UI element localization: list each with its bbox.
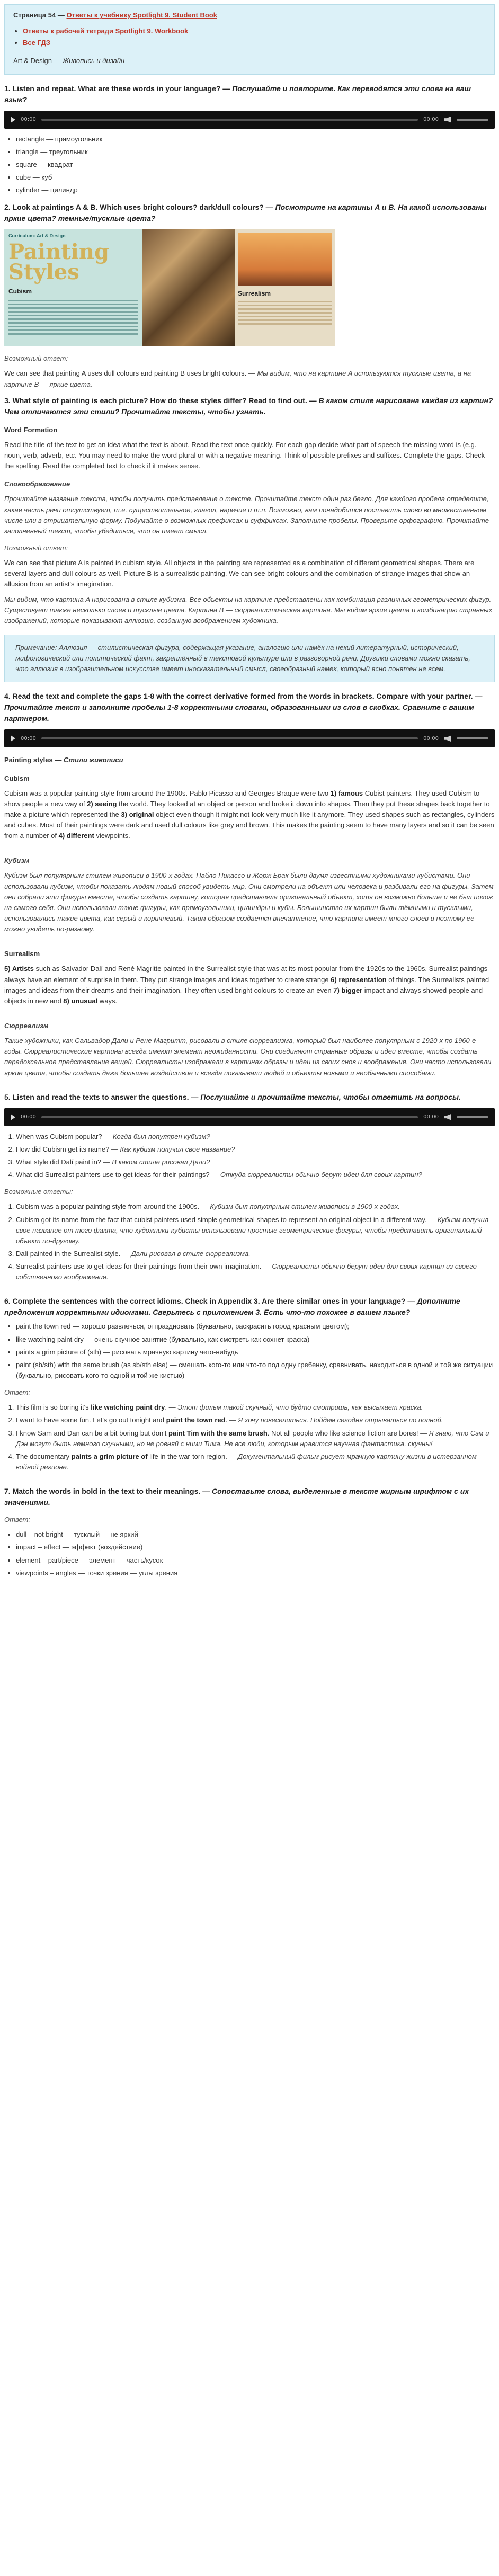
list-item: • viewpoints – angles — точки зрения — углы зрения: [16, 1568, 495, 1579]
surrealism-text: 5) Artists such as Salvador Dalí and René Magritte painted in the Surrealist style that was at its most popular from the 1920s to the 1960s. Surrealist paintings always have an element of surprise in them. They put strange images and ideas together to create strange 6) representation of things. The Surrealists painted images and ideas from their dreams and their imagination. They often used bright colours to create an even 7) bigger impact and always showed people and objects in new and 8) unusual ways.: [4, 965, 489, 1005]
subject-en: Art & Design —: [13, 57, 61, 65]
surrealism-panel: [235, 229, 335, 346]
list-item: 2. I want to have some fun. Let's go out tonight and paint the town red. — Я хочу повеселиться. Пойдем сегодня отрываться по полной.: [16, 1415, 495, 1425]
ex5-answers: [4, 1201, 495, 1282]
volume-slider[interactable]: [457, 1116, 488, 1118]
cubism-text-lines: [8, 300, 138, 335]
list-item: • like watching paint dry — очень скучное занятие (буквально, как смотреть как сохнет краска): [16, 1334, 495, 1345]
surrealist-painting-b: [238, 233, 332, 286]
ex1-word-list: [4, 134, 495, 196]
list-item: • cylinder — цилиндр: [16, 185, 495, 195]
surrealism-heading-ru: Сюрреализм: [4, 1022, 49, 1030]
page: [0, 4, 499, 1591]
cubism-text-panel: [4, 229, 142, 346]
surrealism-text-ru: Такие художники, как Сальвадор Дали и Рене Магритт, рисовали в стиле сюрреализма, который был наиболее популярным с 1920-х по 1960-е годы. Сюрреалистические картины всегда имеют элемент неожиданности. Они соединяют странные образы и идеи вместе, чтобы создать парадоксальное представление вещей. Сюрреалисты изображали в картинах образы и идеи из своих снов и воображения. Они часто использовали яркие цвета, чтобы создать даже большее воздействие и всегда показывали людей и объекты новыми и необычными способами.: [4, 1037, 492, 1077]
ex6-title: 6. Complete the sentences with the correct idioms. Check in Appendix 3. Are there similar ones in your language? — Дополните предложения корректными идиомами. Сверьтесь с приложением 3. Есть что-то похожее в вашем языке?: [4, 1297, 460, 1317]
workbook-link[interactable]: Ответы к рабочей тетради Spotlight 9. Workbook: [23, 27, 189, 35]
breadcrumb: [13, 10, 486, 21]
word-formation-heading-ru: Словообразование: [4, 480, 70, 488]
list-item: • paint the town red — хорошо развлечься, отпраздновать (буквально, раскрасить город красным цветом);: [16, 1321, 495, 1332]
word-formation-text-ru: Прочитайте название текста, чтобы получить представление о тексте. Прочитайте текст один раз бегло. Для каждого пробела определите, какая часть речи отсутствует, т.е. существительное, глагол, наречие и т.п. Возможно, вам понадобится поставить слово во множественном числе или в отрицательную форму. Подумайте о возможных префиксах и суффиксах. Заполните пробелы. Проверьте орфографию. Прочитайте заполненный текст, чтобы убедиться, что он имеет смысл.: [4, 495, 489, 535]
play-icon[interactable]: [11, 1114, 15, 1120]
list-item: • rectangle — прямоугольник: [16, 134, 495, 145]
cubism-text: Cubism was a popular painting style from around the 1900s. Pablo Picasso and Georges Braque were two 1) famous Cubist painters. They used Cubism to show people a new way of 2) seeing the world. They looked at an object or person and broke it down into shapes. Then they put these shapes back together to make a picture which represented the 3) original object even though it might not look very much like it anymore. They used shapes such as rectangles, cylinders and cubes. Most of their paintings were dark and used dull colours like grey and brown. This makes the painting seem to have many layers and so it can be seen from a number of 4) different viewpoints.: [4, 789, 495, 840]
ex1-title: 1. Listen and repeat. What are these words in your language? — Послушайте и повторите. Как переводятся эти слова на ваш язык?: [4, 84, 471, 104]
ex2-title: 2. Look at paintings A & B. Which uses bright colours? dark/dull colours? — Посмотрите на картины A и B. На какой использованы яркие цвета? темные/тусклые цвета?: [4, 203, 487, 223]
surrealism-text-lines: [238, 301, 332, 325]
audio-progress-bar[interactable]: [41, 737, 418, 739]
word-formation-heading: Word Formation: [4, 425, 58, 434]
list-item: 4. The documentary paints a grim picture of life in the war-torn region. — Документальный фильм рисует мрачную картину жизни в истерзанном войной регионе.: [16, 1451, 495, 1473]
audio-player-1[interactable]: [4, 111, 495, 129]
list-item: • dull – not bright — тусклый — не яркий: [16, 1529, 495, 1540]
ex3-answer-label: Возможный ответ:: [4, 543, 68, 552]
painting-styles-title: Painting Styles: [8, 239, 109, 285]
cubist-painting-a: [142, 229, 235, 346]
audio-duration: 00:00: [423, 1113, 439, 1120]
surrealism-heading: Surrealism: [4, 950, 40, 958]
ex6-answers: [4, 1402, 495, 1473]
breadcrumb-prefix: Страница 54 —: [13, 11, 65, 19]
play-icon[interactable]: [11, 735, 15, 742]
ex7-answers: [4, 1529, 495, 1579]
cubism-panel-heading: Cubism: [8, 288, 32, 296]
all-gdz-link[interactable]: Все ГДЗ: [23, 39, 51, 47]
play-icon[interactable]: [11, 117, 15, 123]
audio-duration: 00:00: [423, 735, 439, 742]
note-prefix: Примечание:: [15, 643, 57, 652]
volume-icon[interactable]: [444, 117, 451, 123]
audio-progress-bar[interactable]: [41, 119, 418, 121]
volume-slider[interactable]: [457, 737, 488, 739]
audio-progress-bar[interactable]: [41, 1116, 418, 1118]
curriculum-caption: Curriculum: Art & Design: [8, 233, 66, 239]
audio-player-3[interactable]: [4, 1108, 495, 1126]
ex2-answer: We can see that painting A uses dull colours and painting B uses bright colours. — Мы видим, что на картине A используются тусклые цвета, а на картине B — яркие цвета.: [4, 369, 471, 388]
list-item: 2. How did Cubism get its name? — Как кубизм получил свое название?: [16, 1144, 495, 1155]
list-item: • square — квадрат: [16, 159, 495, 170]
ex3-answer-ru: Мы видим, что картина A нарисована в стиле кубизма. Все объекты на картине представлены как комбинация различных геометрических фигур. Существует также несколько слоев и тусклые цвета. Картина B — сюрреалистическая картина. Мы видим яркие цвета и комбинацию странных изображений, которые показывают аллюзию, созданную воображением художника.: [4, 595, 493, 625]
volume-slider[interactable]: [457, 119, 488, 121]
ex7-answer-label: Ответ:: [4, 1516, 30, 1524]
note-box: [4, 635, 495, 682]
ex6-idioms: [4, 1321, 495, 1381]
textbook-page-image: [4, 229, 495, 346]
cubism-text-ru: Кубизм был популярным стилем живописи в 1900-х годах. Пабло Пикассо и Жорж Брак были двумя известными художниками-кубистами. Они использовали кубизм, чтобы показать людям новый способ увидеть мир. Они смотрели на объект или человека и разбивали его на фигуры. Затем они собрали эти фигуры вместе, чтобы создать картину, которая представляла оригинальный объект, хотя он возможно больше и не был похож на самого себя. Они использовали такие фигуры, как прямоугольники, цилиндры и кубы. Большинство их картин были тёмными и тусклыми, использовались такие цвета, как серый и коричневый. Таким образом создается впечатление, что картина имеет много слоев и поэтому ее можно увидеть по-разному.: [4, 871, 494, 933]
volume-icon[interactable]: [444, 735, 451, 742]
list-item: 1. When was Cubism popular? — Когда был популярен кубизм?: [16, 1131, 495, 1142]
list-item: • triangle — треугольник: [16, 147, 495, 157]
subject-line: [13, 56, 486, 66]
list-item: 4. Surrealist painters use to get ideas for their paintings from their own imagination. — Сюрреалисты обычно берут идеи для своих картин из своего собственного воображения.: [16, 1261, 495, 1282]
student-book-link[interactable]: Ответы к учебнику Spotlight 9. Student Book: [66, 11, 217, 19]
ex5-title: 5. Listen and read the texts to answer the questions. — Послушайте и прочитайте тексты, чтобы ответить на вопросы.: [4, 1092, 461, 1101]
list-item: • impact – effect — эффект (воздействие): [16, 1542, 495, 1553]
cubism-heading-ru: Кубизм: [4, 857, 30, 865]
subject-ru: Живопись и дизайн: [63, 57, 125, 65]
ex7-title: 7. Match the words in bold in the text to their meanings. — Сопоставьте слова, выделенные в тексте жирным шрифтом с их значениями.: [4, 1487, 469, 1507]
volume-icon[interactable]: [444, 1114, 451, 1120]
ex2-answer-label: Возможный ответ:: [4, 354, 68, 363]
ex4-title: 4. Read the text and complete the gaps 1-8 with the correct derivative formed from the words in brackets. Compare with your partner. — Прочитайте текст и заполните пробелы 1-8 корректными словами, образованными из слов в скобках. Сравните с вашим партнером.: [4, 692, 483, 723]
list-item: • paint (sb/sth) with the same brush (as sb/sth else) — смешать кого-то или что-то под одну гребенку, сравнивать, находиться в одной и той же ситуации (буквально, рисовать кого-то одной и той же кистью): [16, 1360, 495, 1381]
list-item: 1. Cubism was a popular painting style from around the 1900s. — Кубизм был популярным стилем живописи в 1900-х годах.: [16, 1201, 495, 1212]
list-item: 3. What style did Dalí paint in? — В каком стиле рисовал Дали?: [16, 1157, 495, 1167]
audio-player-2[interactable]: [4, 729, 495, 747]
related-links: [13, 26, 486, 48]
list-item: 3. I know Sam and Dan can be a bit boring but don't paint Tim with the same brush. Not all people who like science fiction are bores! — Я знаю, что Сэм и Дэн могут быть немного скучными, но не ровняй с ними Тима. Не все люди, которым нравится научная фантастика, скучны!: [16, 1428, 495, 1449]
list-item: 1. This film is so boring it's like watching paint dry. — Этот фильм такой скучный, что будто смотришь, как высыхает краска.: [16, 1402, 495, 1413]
audio-duration: 00:00: [423, 116, 439, 122]
list-item: 2. Cubism got its name from the fact that cubist painters used simple geometrical shapes to represent an original object in a different way. — Кубизм получил свое название от того факта, что художники-кубисты использовали простые геометрические фигуры, чтобы представить оригинальный объект по-другому.: [16, 1215, 495, 1246]
ex3-title: 3. What style of painting is each picture? How do these styles differ? Read to find out. — В каком стиле нарисована каждая из картин? Чем отличаются эти стили? Прочитайте тексты, чтобы узнать.: [4, 396, 493, 416]
word-formation-text: Read the title of the text to get an idea what the text is about. Read the text once quickly. For each gap decide what part of speech the missing word is (e.g. noun, verb, adverb, etc. You may need to make the word plural or with a negative meaning. Think of possible prefixes and suffixes. Complete the gaps. Check the spelling. Read the completed text to check if it makes sense.: [4, 440, 485, 470]
audio-current-time: 00:00: [21, 735, 36, 742]
note-text: Аллюзия — стилистическая фигура, содержащая указание, аналогию или намёк на некий литературный, исторический, мифологический или политический факт, закреплённый в текстовой культуре или в разговорной речи. Другими словами можно сказать, что аллюзия в изобразительном искусстве имеет иносказательный смысл, своеобразный намек, который ясно понятен не всем.: [15, 643, 470, 673]
header-box: [4, 4, 495, 75]
list-item: • element – part/piece — элемент — часть/кусок: [16, 1555, 495, 1566]
painting-styles-heading: Painting styles — Стили живописи: [4, 756, 123, 764]
cubism-heading: Cubism: [4, 774, 30, 782]
list-item: • paints a grim picture of (sth) — рисовать мрачную картину чего-нибудь: [16, 1347, 495, 1358]
list-item: • cube — куб: [16, 172, 495, 183]
audio-current-time: 00:00: [21, 1113, 36, 1120]
list-item: 3. Dalí painted in the Surrealist style. — Дали рисовал в стиле сюрреализма.: [16, 1249, 495, 1259]
ex3-answer-en: We can see that picture A is painted in cubism style. All objects in the painting are represented as a combination of different geometrical shapes. There are several layers and dull colours as well. Picture B is a surrealistic painting. We can see bright colours and the combination of strange images that show an allusion from an artist's imagination.: [4, 559, 475, 589]
list-item: 4. What did Surrealist painters use to get ideas for their paintings? — Откуда сюрреалисты обычно берут идеи для своих картин?: [16, 1170, 495, 1180]
surrealism-panel-heading: Surrealism: [238, 290, 271, 298]
ex6-answer-label: Ответ:: [4, 1388, 30, 1397]
ex5-questions: [4, 1131, 495, 1181]
ex5-answer-label: Возможные ответы:: [4, 1188, 73, 1196]
audio-current-time: 00:00: [21, 116, 36, 122]
